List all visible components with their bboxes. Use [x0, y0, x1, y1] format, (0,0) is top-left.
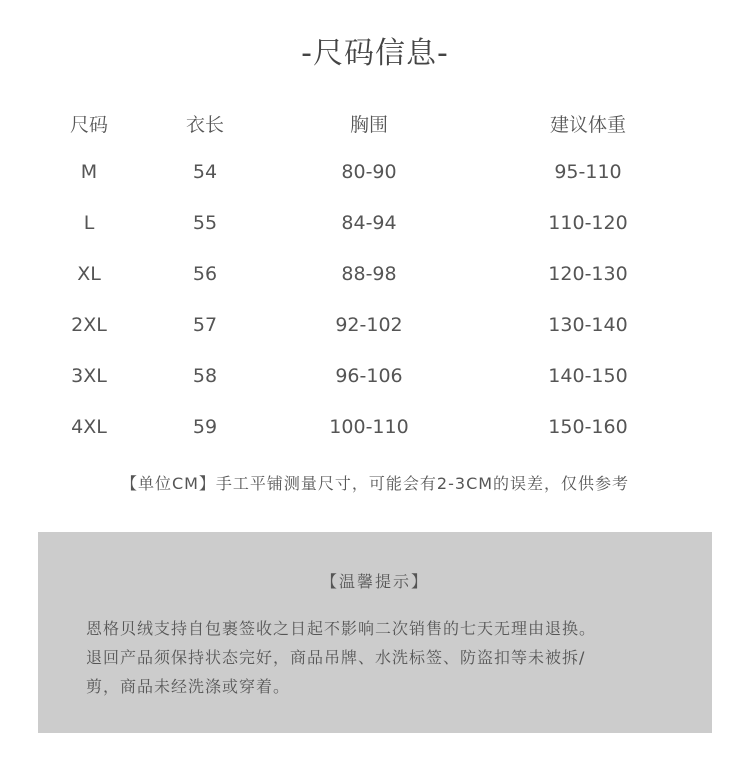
tips-line: 退回产品须保持状态完好，商品吊牌、水洗标签、防盗扣等未被拆/	[86, 648, 586, 667]
chest-cell: 100-110	[329, 416, 409, 438]
weight-cell: 140-150	[548, 365, 628, 387]
weight-cell: 95-110	[554, 161, 622, 183]
chest-cell: 96-106	[335, 365, 403, 387]
length-cell: 55	[192, 212, 218, 234]
length-cell: 54	[192, 161, 218, 183]
chest-cell: 80-90	[341, 161, 397, 183]
size-cell: 3XL	[71, 365, 107, 387]
chest-cell: 92-102	[335, 314, 403, 336]
length-cell: 58	[192, 365, 218, 387]
weight-cell: 150-160	[548, 416, 628, 438]
chest-cell: 88-98	[341, 263, 397, 285]
header-length: 衣长	[185, 114, 225, 136]
size-cell: M	[80, 161, 98, 183]
table-row	[0, 300, 750, 351]
chest-cell: 84-94	[341, 212, 397, 234]
weight-cell: 120-130	[548, 263, 628, 285]
length-cell: 59	[192, 416, 218, 438]
table-row	[0, 147, 750, 198]
size-table	[0, 96, 750, 453]
measurement-note: 【单位CM】手工平铺测量尺寸，可能会有2-3CM的误差，仅供参考	[120, 474, 630, 493]
weight-cell: 130-140	[548, 314, 628, 336]
tips-title: 【温馨提示】	[320, 572, 429, 591]
header-weight: 建议体重	[549, 114, 627, 136]
size-cell: XL	[77, 263, 101, 285]
table-row	[0, 402, 750, 453]
tips-line: 恩格贝绒支持自包裹签收之日起不影响二次销售的七天无理由退换。	[86, 619, 597, 638]
tips-line: 剪，商品未经洗涤或穿着。	[86, 677, 291, 696]
header-chest: 胸围	[349, 114, 389, 136]
table-row	[0, 198, 750, 249]
length-cell: 57	[192, 314, 218, 336]
page-title: -尺码信息-	[301, 36, 449, 71]
size-cell: 2XL	[71, 314, 107, 336]
table-row	[0, 249, 750, 300]
tips-box	[38, 532, 712, 733]
size-cell: L	[83, 212, 95, 234]
weight-cell: 110-120	[548, 212, 628, 234]
header-size: 尺码	[69, 114, 109, 136]
length-cell: 56	[192, 263, 218, 285]
size-cell: 4XL	[71, 416, 107, 438]
tips-body	[86, 614, 686, 701]
table-row	[0, 351, 750, 402]
table-header-row	[0, 96, 750, 147]
